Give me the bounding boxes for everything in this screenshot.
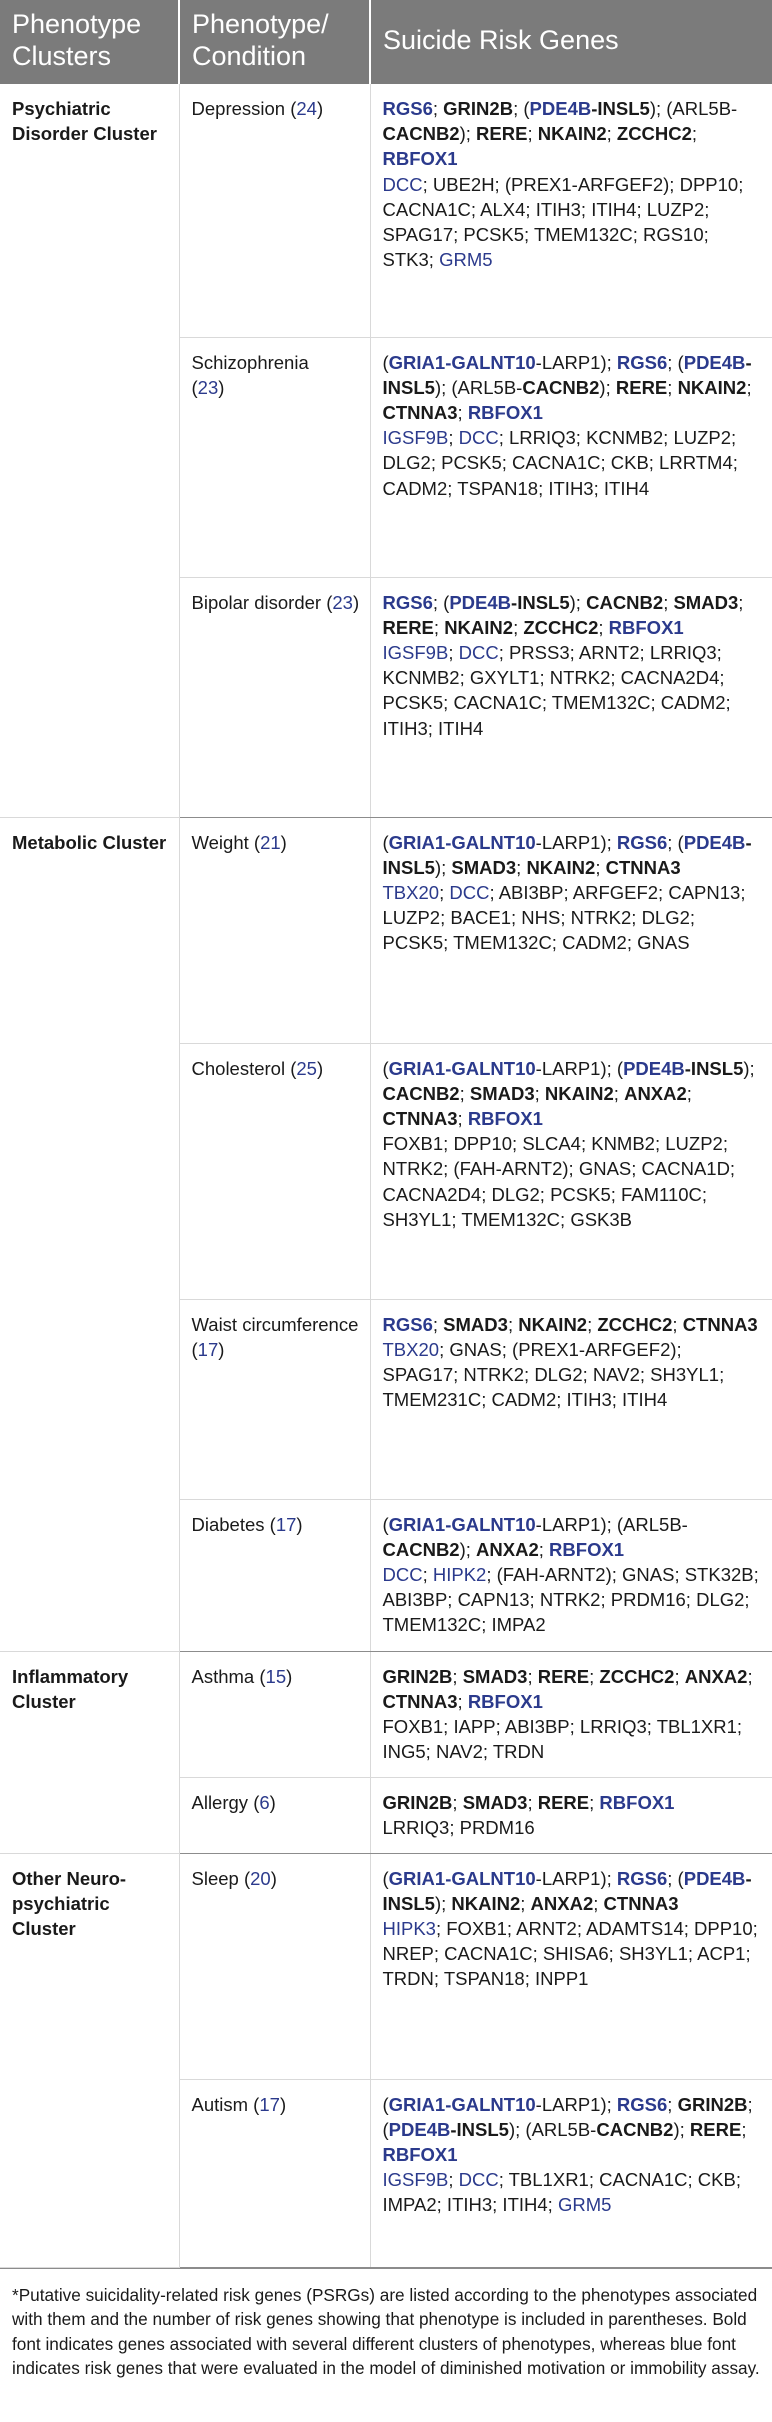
phenotype-name: Weight bbox=[191, 831, 249, 853]
reference-link[interactable]: 17 bbox=[275, 1513, 297, 1535]
genes-single-cluster: DCC; UBE2H; (PREX1-ARFGEF2); DPP10; CACNA1C; ALX4; ITIH3; ITIH4; LUZP2; SPAG17; PCSK5; TMEM132C; RGS10; STK3; GRM5 bbox=[382, 173, 744, 271]
phenotype-cell: Autism (17) bbox=[179, 2079, 370, 2267]
genes-multi-cluster: GRIN2B; SMAD3; RERE; RBFOX1 bbox=[382, 1791, 675, 1813]
genes-cell bbox=[370, 1853, 772, 2079]
phenotype-name: Schizophrenia bbox=[191, 351, 309, 373]
phenotype-cell: Waist circumference (17) bbox=[179, 1299, 370, 1499]
phenotype-cell: Weight (21) bbox=[179, 817, 370, 1043]
phenotype-cell: Depression (24) bbox=[179, 84, 370, 337]
reference-link[interactable]: 23 bbox=[332, 591, 353, 613]
genes-cell bbox=[370, 577, 772, 817]
genes-cell bbox=[370, 1651, 772, 1777]
cluster-label: Metabolic Cluster bbox=[0, 817, 179, 1651]
cluster-label: Other Neuro-psychiatric Cluster bbox=[0, 1853, 179, 2267]
phenotype-name: Diabetes bbox=[191, 1513, 265, 1535]
genes-cell bbox=[370, 1043, 772, 1299]
table-row bbox=[0, 84, 772, 337]
genes-single-cluster: FOXB1; DPP10; SLCA4; KNMB2; LUZP2; NTRK2; (FAH-ARNT2); GNAS; CACNA1D; CACNA2D4; DLG2; PCSK5; FAM110C; SH3YL1; TMEM132C; GSK3B bbox=[382, 1133, 736, 1230]
phenotype-cell: Asthma (15) bbox=[179, 1651, 370, 1777]
genes-multi-cluster: (GRIA1-GALNT10-LARP1); RGS6; (PDE4B-INSL5); NKAIN2; ANXA2; CTNNA3 bbox=[382, 1867, 752, 1914]
phenotype-cell: Cholesterol (25) bbox=[179, 1043, 370, 1299]
table-footnote: *Putative suicidality-related risk genes (PSRGs) are listed according to the phenotypes associated with them and the number of risk genes showing that phenotype is included in parentheses. Bold font indicates genes associated with several different clusters of phenotypes, whereas blue font indicates risk genes that were evaluated in the model of diminished motivation or immobility assay. bbox=[0, 2268, 772, 2381]
phenotype-name: Sleep bbox=[191, 1867, 239, 1889]
header-suicide-risk-genes: Suicide Risk Genes bbox=[370, 0, 772, 84]
genes-cell bbox=[370, 1499, 772, 1651]
reference-link[interactable]: 23 bbox=[197, 376, 219, 398]
phenotype-name: Autism bbox=[191, 2093, 249, 2115]
phenotype-cell: Sleep (20) bbox=[179, 1853, 370, 2079]
phenotype-cell: Bipolar disorder (23) bbox=[179, 577, 370, 817]
genes-multi-cluster: RGS6; SMAD3; NKAIN2; ZCCHC2; CTNNA3 bbox=[382, 1313, 758, 1335]
genes-cell bbox=[370, 84, 772, 337]
cluster-label: Inflammatory Cluster bbox=[0, 1651, 179, 1853]
genes-multi-cluster: GRIN2B; SMAD3; RERE; ZCCHC2; ANXA2; CTNNA3; RBFOX1 bbox=[382, 1665, 753, 1712]
genes-single-cluster: TBX20; DCC; ABI3BP; ARFGEF2; CAPN13; LUZP2; BACE1; NHS; NTRK2; DLG2; PCSK5; TMEM132C; CADM2; GNAS bbox=[382, 881, 746, 954]
genes-cell bbox=[370, 337, 772, 577]
phenotype-cell: Diabetes (17) bbox=[179, 1499, 370, 1651]
genes-multi-cluster: (GRIA1-GALNT10-LARP1); RGS6; GRIN2B; (PDE4B-INSL5); (ARL5B-CACNB2); RERE; RBFOX1 bbox=[382, 2093, 753, 2165]
genes-multi-cluster: (GRIA1-GALNT10-LARP1); RGS6; (PDE4B-INSL5); (ARL5B-CACNB2); RERE; NKAIN2; CTNNA3; RBFOX1 bbox=[382, 351, 752, 423]
genes-multi-cluster: (GRIA1-GALNT10-LARP1); (ARL5B-CACNB2); ANXA2; RBFOX1 bbox=[382, 1513, 688, 1560]
genes-multi-cluster: RGS6; (PDE4B-INSL5); CACNB2; SMAD3; RERE; NKAIN2; ZCCHC2; RBFOX1 bbox=[382, 591, 744, 638]
genes-single-cluster: LRRIQ3; PRDM16 bbox=[382, 1816, 535, 1838]
cluster-label: Psychiatric Disorder Cluster bbox=[0, 84, 179, 817]
phenotype-name: Cholesterol bbox=[191, 1057, 286, 1079]
genes-single-cluster: IGSF9B; DCC; PRSS3; ARNT2; LRRIQ3; KCNMB2; GXYLT1; NTRK2; CACNA2D4; PCSK5; CACNA1C; TMEM132C; CADM2; ITIH3; ITIH4 bbox=[382, 641, 731, 739]
genes-multi-cluster: (GRIA1-GALNT10-LARP1); (PDE4B-INSL5); CACNB2; SMAD3; NKAIN2; ANXA2; CTNNA3; RBFOX1 bbox=[382, 1057, 755, 1129]
genes-multi-cluster: RGS6; GRIN2B; (PDE4B-INSL5); (ARL5B-CACNB2); RERE; NKAIN2; ZCCHC2; RBFOX1 bbox=[382, 98, 738, 170]
genes-single-cluster: FOXB1; IAPP; ABI3BP; LRRIQ3; TBL1XR1; ING5; NAV2; TRDN bbox=[382, 1715, 743, 1763]
table-row bbox=[0, 817, 772, 1043]
phenotype-name: Waist circumference bbox=[191, 1313, 359, 1335]
genes-cell bbox=[370, 817, 772, 1043]
genes-single-cluster: DCC; HIPK2; (FAH-ARNT2); GNAS; STK32B; ABI3BP; CAPN13; NTRK2; PRDM16; DLG2; TMEM132C; IMPA2 bbox=[382, 1563, 759, 1636]
genes-single-cluster: HIPK3; FOXB1; ARNT2; ADAMTS14; DPP10; NREP; CACNA1C; SHISA6; SH3YL1; ACP1; TRDN; TSPAN18; INPP1 bbox=[382, 1917, 758, 1990]
phenotype-cell: Schizophrenia (23) bbox=[179, 337, 370, 577]
reference-link[interactable]: 24 bbox=[296, 98, 317, 119]
genes-single-cluster: TBX20; GNAS; (PREX1-ARFGEF2); SPAG17; NTRK2; DLG2; NAV2; SH3YL1; TMEM231C; CADM2; ITIH3; ITIH4 bbox=[382, 1338, 725, 1411]
phenotype-name: Allergy bbox=[191, 1791, 249, 1813]
genes-multi-cluster: (GRIA1-GALNT10-LARP1); RGS6; (PDE4B-INSL5); SMAD3; NKAIN2; CTNNA3 bbox=[382, 831, 752, 878]
genes-cell bbox=[370, 1299, 772, 1499]
reference-link[interactable]: 6 bbox=[259, 1791, 270, 1813]
reference-link[interactable]: 17 bbox=[259, 2093, 280, 2115]
genes-cell bbox=[370, 2079, 772, 2267]
header-phenotype-clusters: Phenotype Clusters bbox=[0, 0, 179, 84]
table-row bbox=[0, 1853, 772, 2079]
genes-cell bbox=[370, 1777, 772, 1853]
reference-link[interactable]: 20 bbox=[250, 1867, 271, 1889]
phenotype-name: Bipolar disorder bbox=[191, 591, 322, 613]
reference-link[interactable]: 15 bbox=[265, 1665, 287, 1687]
reference-link[interactable]: 17 bbox=[197, 1338, 219, 1360]
phenotype-name: Depression bbox=[191, 98, 286, 119]
phenotype-cell: Allergy (6) bbox=[179, 1777, 370, 1853]
genes-single-cluster: IGSF9B; DCC; LRRIQ3; KCNMB2; LUZP2; DLG2; PCSK5; CACNA1C; CKB; LRRTM4; CADM2; TSPAN18; ITIH3; ITIH4 bbox=[382, 427, 738, 499]
phenotype-name: Asthma bbox=[191, 1665, 255, 1687]
header-phenotype-condition: Phenotype/ Condition bbox=[179, 0, 370, 84]
reference-link[interactable]: 25 bbox=[296, 1057, 317, 1079]
reference-link[interactable]: 21 bbox=[260, 831, 281, 853]
table-row bbox=[0, 1651, 772, 1777]
genes-single-cluster: IGSF9B; DCC; TBL1XR1; CACNA1C; CKB; IMPA2; ITIH3; ITIH4; GRM5 bbox=[382, 2169, 741, 2216]
table-header-row bbox=[0, 0, 772, 84]
